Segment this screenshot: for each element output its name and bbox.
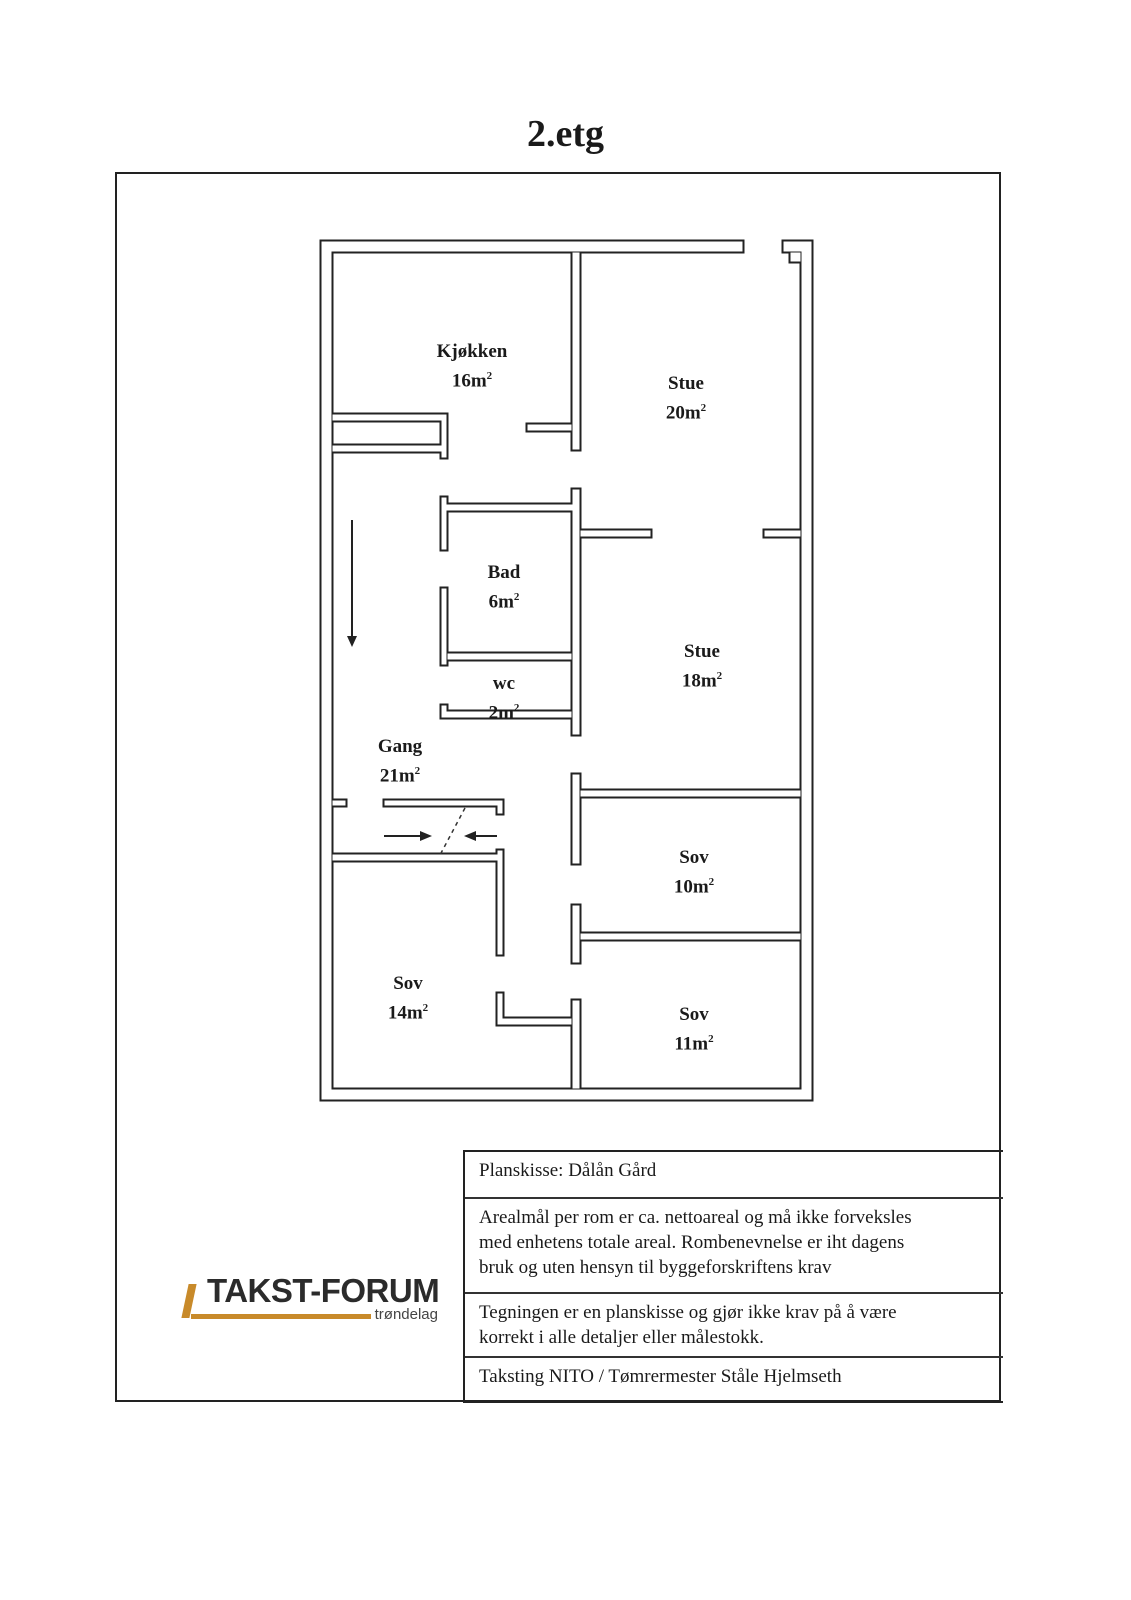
room-stue-20: Stue $20m^2$ [626, 371, 746, 425]
info-project: Planskisse: Dålån Gård [465, 1152, 1003, 1199]
wall [802, 242, 812, 1100]
room-name: wc [492, 673, 516, 694]
room-area: 11m [674, 1033, 709, 1055]
logo-subtitle: trøndelag [374, 1306, 438, 1323]
wall [573, 775, 580, 864]
room-wc: wc $2m^2$ [444, 671, 564, 725]
logo-underline [191, 1314, 371, 1319]
room-name: Stue [684, 641, 720, 662]
wall [498, 851, 503, 955]
room-name: Bad [487, 562, 521, 583]
info-disclaimer-scale: Tegningen er en planskisse og gjør ikke krav på å være korrekt i alle detaljer eller målestokk. [465, 1294, 1003, 1358]
room-gang: Gang $21m^2$ [340, 734, 460, 788]
sliding-door-dashed-line [440, 808, 465, 855]
room-area: 6m [488, 591, 514, 613]
wall [573, 906, 580, 963]
door-right-arrow-head [464, 831, 476, 841]
wall [333, 801, 346, 806]
wall [322, 242, 743, 252]
room-area: 2m [488, 702, 514, 724]
wall [581, 531, 651, 537]
wall [573, 253, 580, 450]
room-kjokken: Kjøkken $16m^2$ [412, 339, 532, 393]
room-bad: Bad $6m^2$ [444, 560, 564, 614]
wall [791, 253, 801, 262]
room-name: Sov [679, 1004, 709, 1025]
wall [322, 1090, 812, 1100]
room-name: Kjøkken [436, 341, 508, 362]
takst-forum-logo [183, 1272, 443, 1332]
room-area: 20m [665, 402, 701, 424]
wall [322, 242, 332, 1100]
info-disclaimer-area: Arealmål per rom er ca. nettoareal og må ikke forveksles med enhetens totale areal. Rombenevnelse er iht dagens bruk og uten hensyn til byggeforskriftens krav [465, 1199, 1003, 1294]
info-box [463, 1150, 1003, 1403]
wall [448, 654, 572, 660]
hall-arrow-head [347, 636, 357, 647]
door-left-arrow-head [420, 831, 432, 841]
logo-word: TAKST-FORUM [207, 1272, 440, 1309]
room-sov-10: Sov $10m^2$ [634, 845, 754, 899]
wall [573, 490, 580, 735]
wall [385, 801, 503, 806]
wall [498, 801, 503, 814]
room-area: 10m [673, 876, 709, 898]
wall [581, 791, 801, 797]
wall [333, 446, 447, 452]
room-name: Sov [679, 847, 709, 868]
wall [765, 531, 801, 537]
wall [573, 1001, 580, 1089]
room-area: 21m [379, 765, 415, 787]
wall [333, 855, 503, 861]
room-name: Sov [393, 973, 423, 994]
info-author: Taksting NITO / Tømrermester Ståle Hjelmseth [479, 1366, 842, 1387]
wall [498, 1019, 572, 1025]
room-name: Gang [377, 736, 423, 757]
room-area: 18m [681, 670, 717, 692]
room-area: 16m [451, 370, 487, 392]
room-stue-18: Stue $18m^2$ [642, 639, 762, 693]
logo-house-mark [181, 1284, 196, 1318]
room-sov-14: Sov $14m^2$ [348, 971, 468, 1025]
room-area: 14m [387, 1002, 423, 1024]
floor-title: 2.etg [526, 113, 605, 155]
wall [442, 505, 580, 511]
room-name: Stue [668, 373, 704, 394]
wall [333, 415, 447, 421]
wall [581, 934, 801, 940]
room-sov-11: Sov $11m^2$ [634, 1002, 754, 1056]
wall [528, 425, 572, 431]
